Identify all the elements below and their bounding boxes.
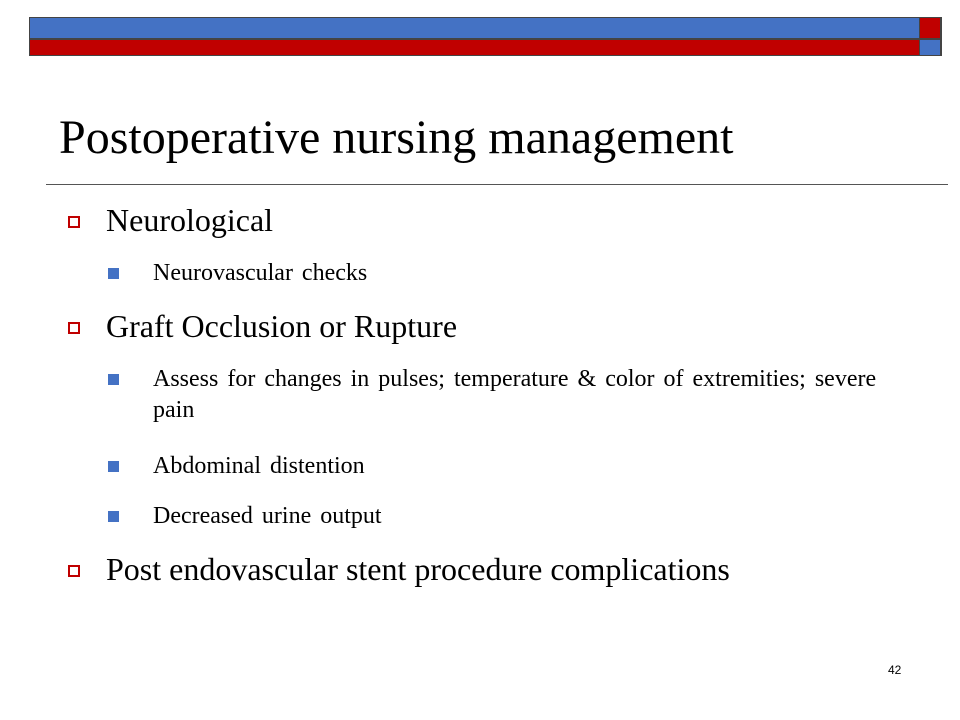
filled-square-icon [108,511,119,522]
subbullet-text: Abdominal distention [153,453,365,479]
bullet-graft-occlusion [106,308,906,344]
bullet-text: Neurological [106,202,274,238]
subbullet-urine [153,501,913,532]
subbullet-neurovascular [153,258,913,289]
subbullet-text: Decreased urine output [153,503,382,529]
subbullet-assess [153,364,913,426]
slide-title: Postoperative nursing management [59,111,734,164]
hollow-square-icon [68,565,80,577]
hollow-square-icon [68,322,80,334]
filled-square-icon [108,374,119,385]
bullet-post-endovascular [106,551,746,587]
bullet-text: Graft Occlusion or Rupture [106,308,458,344]
filled-square-icon [108,461,119,472]
page-number: 42 [888,663,902,677]
subbullet-text: Assess for changes in pulses; temperature & color of extremities; severe pain [153,366,877,423]
filled-square-icon [108,268,119,279]
bullet-text: Post endovascular stent procedure complications [106,551,730,587]
hollow-square-icon [68,216,80,228]
bullet-neurological [106,202,906,238]
subbullet-abdominal [153,451,913,482]
subbullet-text: Neurovascular checks [153,260,368,286]
